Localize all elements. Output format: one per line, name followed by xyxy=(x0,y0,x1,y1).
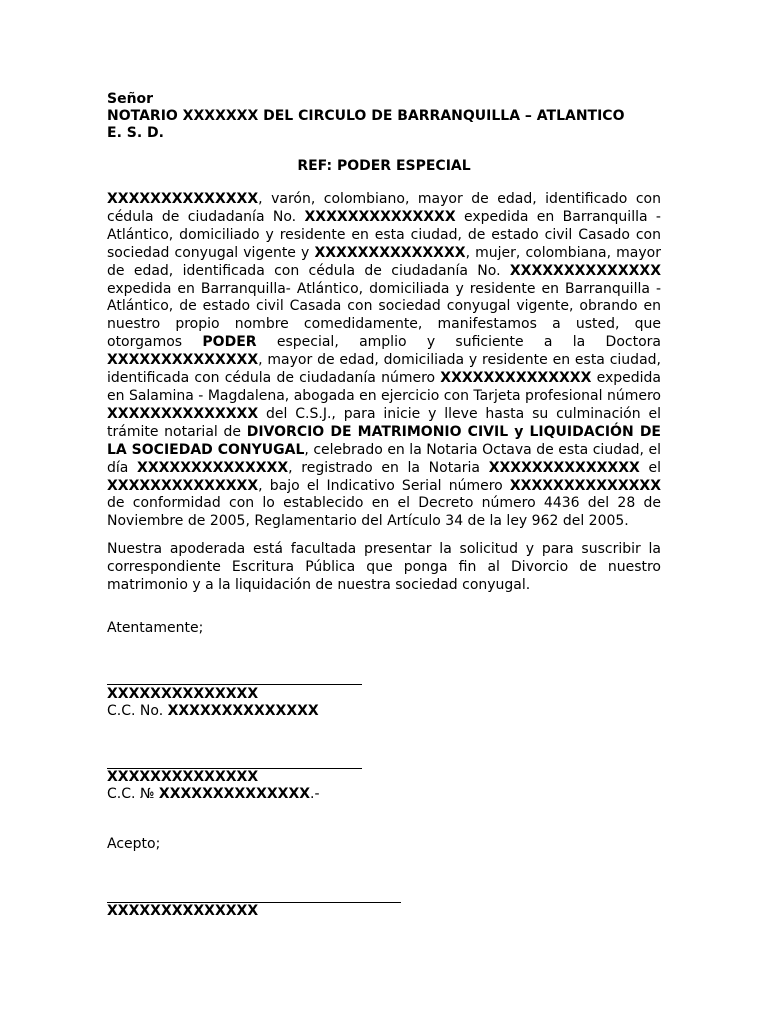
bold-text-run: XXXXXXXXXXXXXX xyxy=(107,352,259,369)
text-run: de conformidad con lo establecido en el Decreto número 4436 del 28 de Noviembre de 2005, Reglamentario del Artículo 34 de la ley 962 del 2005. xyxy=(107,495,661,530)
signer-2-id xyxy=(107,786,661,804)
bold-text-run: PODER xyxy=(202,334,257,351)
bold-text-run: XXXXXXXXXXXXXX xyxy=(509,477,661,494)
signer-1-id-value: XXXXXXXXXXXXXX xyxy=(167,703,319,719)
text-run: , celebrado en la Notaria Octava de esta ciudad, el día xyxy=(107,441,662,476)
body-paragraph-1 xyxy=(107,191,661,531)
salutation: Señor xyxy=(107,91,154,107)
accept-text: Acepto; xyxy=(107,836,161,852)
signer-2-id-label: C.C. № xyxy=(107,786,159,802)
bold-text-run: XXXXXXXXXXXXXX xyxy=(107,191,259,207)
bold-text-run: XXXXXXXXXXXXXX xyxy=(304,208,456,225)
signer-2-id-value: XXXXXXXXXXXXXX xyxy=(158,786,311,802)
text-run: , mayor de edad, domiciliada y residente en esta ciudad, identificada con cédula de ciudadanía número xyxy=(107,352,661,387)
text-run: el xyxy=(639,459,661,476)
bold-text-run: XXXXXXXXXXXXXX xyxy=(107,477,259,494)
bold-text-run: XXXXXXXXXXXXXX xyxy=(488,459,640,476)
notary-line: NOTARIO XXXXXXX DEL CIRCULO DE BARRANQUILLA – ATLANTICO xyxy=(107,108,625,124)
bold-text-run: XXXXXXXXXXXXXX xyxy=(509,262,661,279)
signer-2-id-suffix: .- xyxy=(310,786,320,802)
text-run: expedida en Barranquilla- Atlántico, domiciliada y residente en Barranquilla - Atlántico, de estado civil Casada con sociedad conyugal vigente, obrando en nuestro propio nombre comedidamente, manifestamos a usted, que otorgamos xyxy=(107,280,661,351)
text-run: especial, amplio y suficiente a la Doctora xyxy=(256,334,661,351)
text-run: , bajo el Indicativo Serial número xyxy=(258,477,510,494)
text-run: expedida en Barranquilla - Atlántico, domiciliado y residente en esta ciudad, de estado civil Casado con sociedad conyugal vigente y xyxy=(107,208,661,261)
signer-1-id-label: C.C. No. xyxy=(107,703,168,719)
bold-text-run: XXXXXXXXXXXXXX xyxy=(107,405,259,422)
esd-line: E. S. D. xyxy=(107,125,164,141)
closing-text: Atentamente; xyxy=(107,620,204,636)
text-run: expedida en Salamina - Magdalena, abogada en ejercicio con Tarjeta profesional número xyxy=(107,370,661,404)
signature-line-1 xyxy=(107,684,362,685)
text-run: , registrado en la Notaria xyxy=(288,459,489,476)
bold-text-run: XXXXXXXXXXXXXX xyxy=(137,459,289,476)
reference-title: REF: PODER ESPECIAL xyxy=(297,158,471,174)
bold-text-run: XXXXXXXXXXXXXX xyxy=(440,370,592,387)
bold-text-run: XXXXXXXXXXXXXX xyxy=(314,244,466,261)
body-paragraph-2: Nuestra apoderada está facultada presentar la solicitud y para suscribir la correspondiente Escritura Pública que ponga fin al Divorcio de nuestro matrimonio y a la liquidación de nuestra sociedad conyugal. xyxy=(107,541,661,593)
signer-2-name: XXXXXXXXXXXXXX xyxy=(107,769,259,785)
text-run: , mujer, colombiana, mayor de edad, identificada con cédula de ciudadanía No. xyxy=(107,244,661,279)
signer-3-name: XXXXXXXXXXXXXX xyxy=(107,903,259,919)
bold-text-run: DIVORCIO DE MATRIMONIO CIVIL y LIQUIDACIÓN DE LA SOCIEDAD CONYUGAL xyxy=(107,423,661,458)
signer-1-name: XXXXXXXXXXXXXX xyxy=(107,686,259,702)
text-run: , varón, colombiano, mayor de edad, identificado con cédula de ciudadanía No. xyxy=(107,191,661,225)
text-run: del C.S.J., para inicie y lleve hasta su culminación el trámite notarial de xyxy=(107,405,661,440)
signer-1-id xyxy=(107,703,661,721)
